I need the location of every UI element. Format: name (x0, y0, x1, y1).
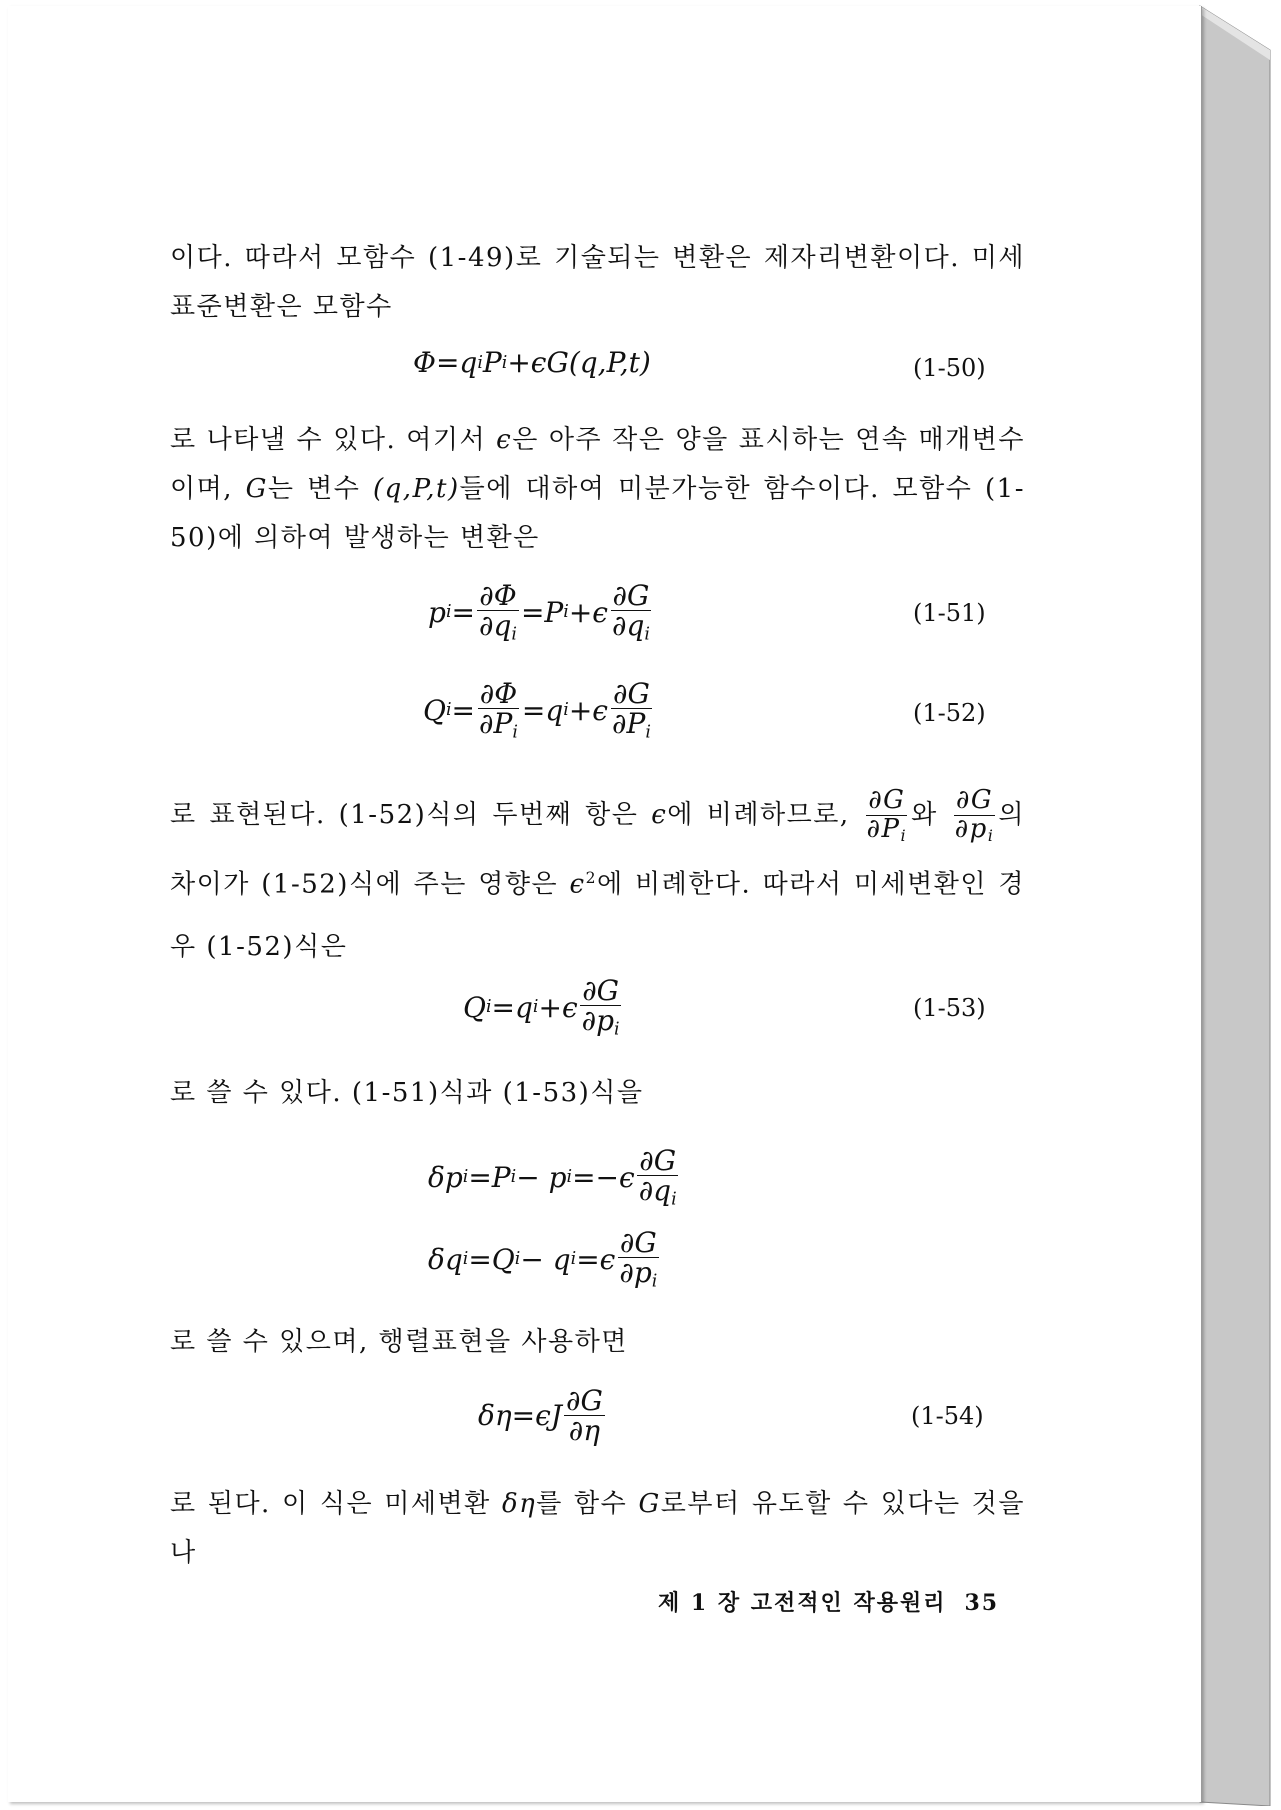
p2-vars: (q,P,t) (373, 474, 460, 504)
equation-number-1-50: (1-50) (913, 354, 986, 382)
eq52-f2-den (610, 709, 653, 742)
book-page (8, 6, 1202, 1802)
p6-G: G (638, 1489, 661, 1519)
eq52-equals: = (451, 693, 475, 727)
equation-number-1-53: (1-53) (913, 994, 986, 1022)
equation-number-1-51: (1-51) (913, 599, 986, 627)
eq51-lhs: p (428, 595, 446, 629)
chapter-title: 제 1 장 고전적인 작용원리 (658, 1590, 947, 1616)
p3-f1-den-text: ∂P (866, 813, 901, 844)
eq53-lhs-sub: i (485, 997, 492, 1018)
equation-1-50 (413, 346, 651, 379)
p3-text-c: 와 (911, 800, 951, 830)
eq53-mid-sub: i (532, 997, 539, 1018)
eq50-part2: P (482, 346, 502, 379)
eq52-f1-den-text: ∂P (479, 707, 513, 741)
eq50-sub2: i (501, 352, 508, 373)
eqb-f-den-sub: i (651, 1271, 658, 1292)
p3-text-b: 에 비례하므로, (667, 800, 863, 830)
eq53-lhs: Q (463, 990, 486, 1024)
eq51-f1-den-sub: i (511, 624, 517, 645)
eqb-f-num: ∂G (619, 1226, 657, 1259)
eqa-lhs: δp (428, 1160, 463, 1194)
paragraph-5 (170, 1318, 1025, 1367)
paragraph-3 (170, 784, 1025, 979)
eqa-f-den-sub: i (671, 1189, 677, 1210)
eqa-f-num: ∂G (639, 1144, 677, 1177)
eq52-f1-den (477, 709, 520, 742)
eq51-f2-num: ∂G (612, 579, 650, 612)
p3-epsilon-2: ϵ (569, 869, 586, 900)
equation-1-51 (428, 581, 654, 644)
p3-text-d: 의 차이가 (1-52)식에 주는 영향은 (170, 800, 1025, 900)
page-number: 35 (964, 1590, 1000, 1616)
p6-text-b: 를 함수 (536, 1489, 639, 1519)
p2-text-d: 들에 대하여 미분가능한 함수이다. 모함수 (1-50)에 의하여 발생하는 변환은 (170, 474, 1025, 553)
eq51-f1-den-text: ∂q (478, 609, 512, 643)
eq52-mid-sub: i (563, 700, 569, 721)
p2-text-c: 는 변수 (267, 474, 374, 504)
eq51-mid: =P (520, 595, 564, 629)
equation-number-1-54: (1-54) (911, 1402, 984, 1430)
p6-text-c: 로부터 유도할 수 있다는 것을 나 (170, 1489, 1026, 1568)
eqa-mid-sub: i (510, 1167, 517, 1188)
eq52-lhs-sub: i (445, 700, 452, 721)
equation-1-52 (423, 679, 655, 742)
paragraph-1-text: 이다. 따라서 모함수 (1-49)로 기술되는 변환은 제자리변환이다. 미세 표준변환은 모함수 (170, 243, 1025, 322)
eq50-sub1: i (477, 352, 483, 373)
paragraph-3-text (170, 784, 1025, 979)
eqb-tail: =ϵ (576, 1242, 616, 1276)
equation-delta-q (428, 1228, 661, 1291)
paragraph-2-text (170, 416, 1025, 563)
eq53-f-den-sub: i (614, 1019, 620, 1040)
eq54-f-num: ∂G (566, 1384, 603, 1417)
eq50-part3: +ϵG(q,P,t) (507, 346, 651, 379)
equation-number-1-52: (1-52) (913, 699, 986, 727)
page-footer (658, 1586, 999, 1617)
eq52-mid: =q (521, 693, 564, 727)
paragraph-4 (170, 1069, 1025, 1118)
eq51-f2-den (610, 611, 652, 644)
eq53-mid: =q (491, 990, 533, 1024)
eq52-f2-num: ∂G (613, 677, 650, 710)
equation-1-53 (463, 976, 624, 1039)
eqb-lhs: δq (428, 1242, 463, 1276)
eqb-minus: − q (520, 1242, 571, 1276)
eqa-mid: =P (468, 1160, 511, 1194)
eq54-fraction (564, 1386, 605, 1446)
p3-fraction-2 (953, 787, 997, 844)
eq51-mid-sub: i (563, 602, 569, 623)
p3-f1-den-sub: i (900, 825, 908, 845)
eq51-f1-den (477, 611, 519, 644)
eq51-f2-den-text: ∂q (611, 609, 645, 643)
eqa-f-den (637, 1176, 679, 1209)
paragraph-6-text (170, 1480, 1025, 1578)
eqa-f-den-text: ∂q (638, 1174, 672, 1208)
eq51-f1-num: ∂Φ (479, 579, 517, 612)
eq52-f1-den-sub: i (512, 722, 518, 743)
paragraph-5-text: 로 쓸 수 있으며, 행렬표현을 사용하면 (170, 1327, 628, 1357)
eqb-f-den-text: ∂p (619, 1256, 652, 1290)
equation-delta-p (428, 1146, 681, 1209)
paragraph-1 (170, 234, 1025, 332)
eqb-fraction (617, 1228, 659, 1291)
p3-f1-den (865, 813, 910, 845)
p2-text-a: 로 나타낼 수 있다. 여기서 (170, 425, 497, 455)
eq53-fraction (580, 976, 622, 1039)
eq51-equals: = (451, 595, 475, 629)
eq51-fraction-2 (610, 581, 652, 644)
eq52-lhs: Q (423, 693, 446, 727)
p3-fraction-1 (865, 787, 910, 844)
eq52-fraction-2 (610, 679, 653, 742)
eq54-f-den: ∂η (568, 1414, 601, 1448)
eq52-plus: +ϵ (568, 693, 608, 727)
eq53-f-num: ∂G (582, 974, 620, 1007)
paragraph-6 (170, 1480, 1025, 1578)
paragraph-2 (170, 416, 1025, 563)
p3-f1-num: ∂G (868, 785, 906, 816)
eqa-fraction (637, 1146, 679, 1209)
p3-f2-den (953, 813, 997, 845)
eqa-tail: =−ϵ (572, 1160, 635, 1194)
p3-f2-den-text: ∂p (954, 813, 988, 844)
p6-delta-eta: δη (501, 1489, 537, 1519)
eq51-plus: +ϵ (568, 595, 608, 629)
eq53-plus: +ϵ (538, 990, 578, 1024)
eq52-f1-num: ∂Φ (479, 677, 518, 710)
eqb-mid: =Q (468, 1242, 515, 1276)
p3-text-e: 에 비례한다. 따라서 미세변환인 경우 (1-52)식은 (170, 869, 1026, 963)
eq52-fraction-1 (477, 679, 520, 742)
p3-epsilon: ϵ (651, 800, 668, 830)
eq53-f-den-text: ∂p (581, 1004, 615, 1038)
p2-text-b: 은 아주 작은 양을 표시하는 연속 매개변수이며, (170, 425, 1025, 504)
eq51-fraction-1 (477, 581, 519, 644)
eqb-lhs-sub: i (462, 1249, 469, 1270)
eq54-lhs: δη=ϵJ (478, 1399, 562, 1433)
p3-square: 2 (585, 869, 597, 887)
equation-1-54 (478, 1386, 607, 1446)
paragraph-4-text: 로 쓸 수 있다. (1-51)식과 (1-53)식을 (170, 1078, 644, 1108)
eqb-minus-sub: i (570, 1249, 577, 1270)
eq51-lhs-sub: i (445, 602, 452, 623)
eq51-f2-den-sub: i (644, 624, 650, 645)
p3-text-a: 로 표현된다. (1-52)식의 두번째 항은 (170, 800, 652, 830)
eqa-lhs-sub: i (462, 1167, 469, 1188)
eqa-minus-sub: i (566, 1167, 573, 1188)
p2-G: G (245, 474, 268, 504)
eqa-minus: − p (516, 1160, 567, 1194)
p3-f2-den-sub: i (987, 825, 995, 845)
eq52-f2-den-text: ∂P (612, 707, 646, 741)
p3-f2-num: ∂G (955, 785, 994, 816)
eqb-mid-sub: i (514, 1249, 521, 1270)
eq53-f-den (580, 1006, 622, 1039)
p2-epsilon: ϵ (496, 425, 513, 455)
eqb-f-den (617, 1258, 659, 1291)
eq52-f2-den-sub: i (645, 722, 651, 743)
p6-text-a: 로 된다. 이 식은 미세변환 (170, 1489, 502, 1519)
eq50-part1: Φ=q (413, 346, 478, 379)
